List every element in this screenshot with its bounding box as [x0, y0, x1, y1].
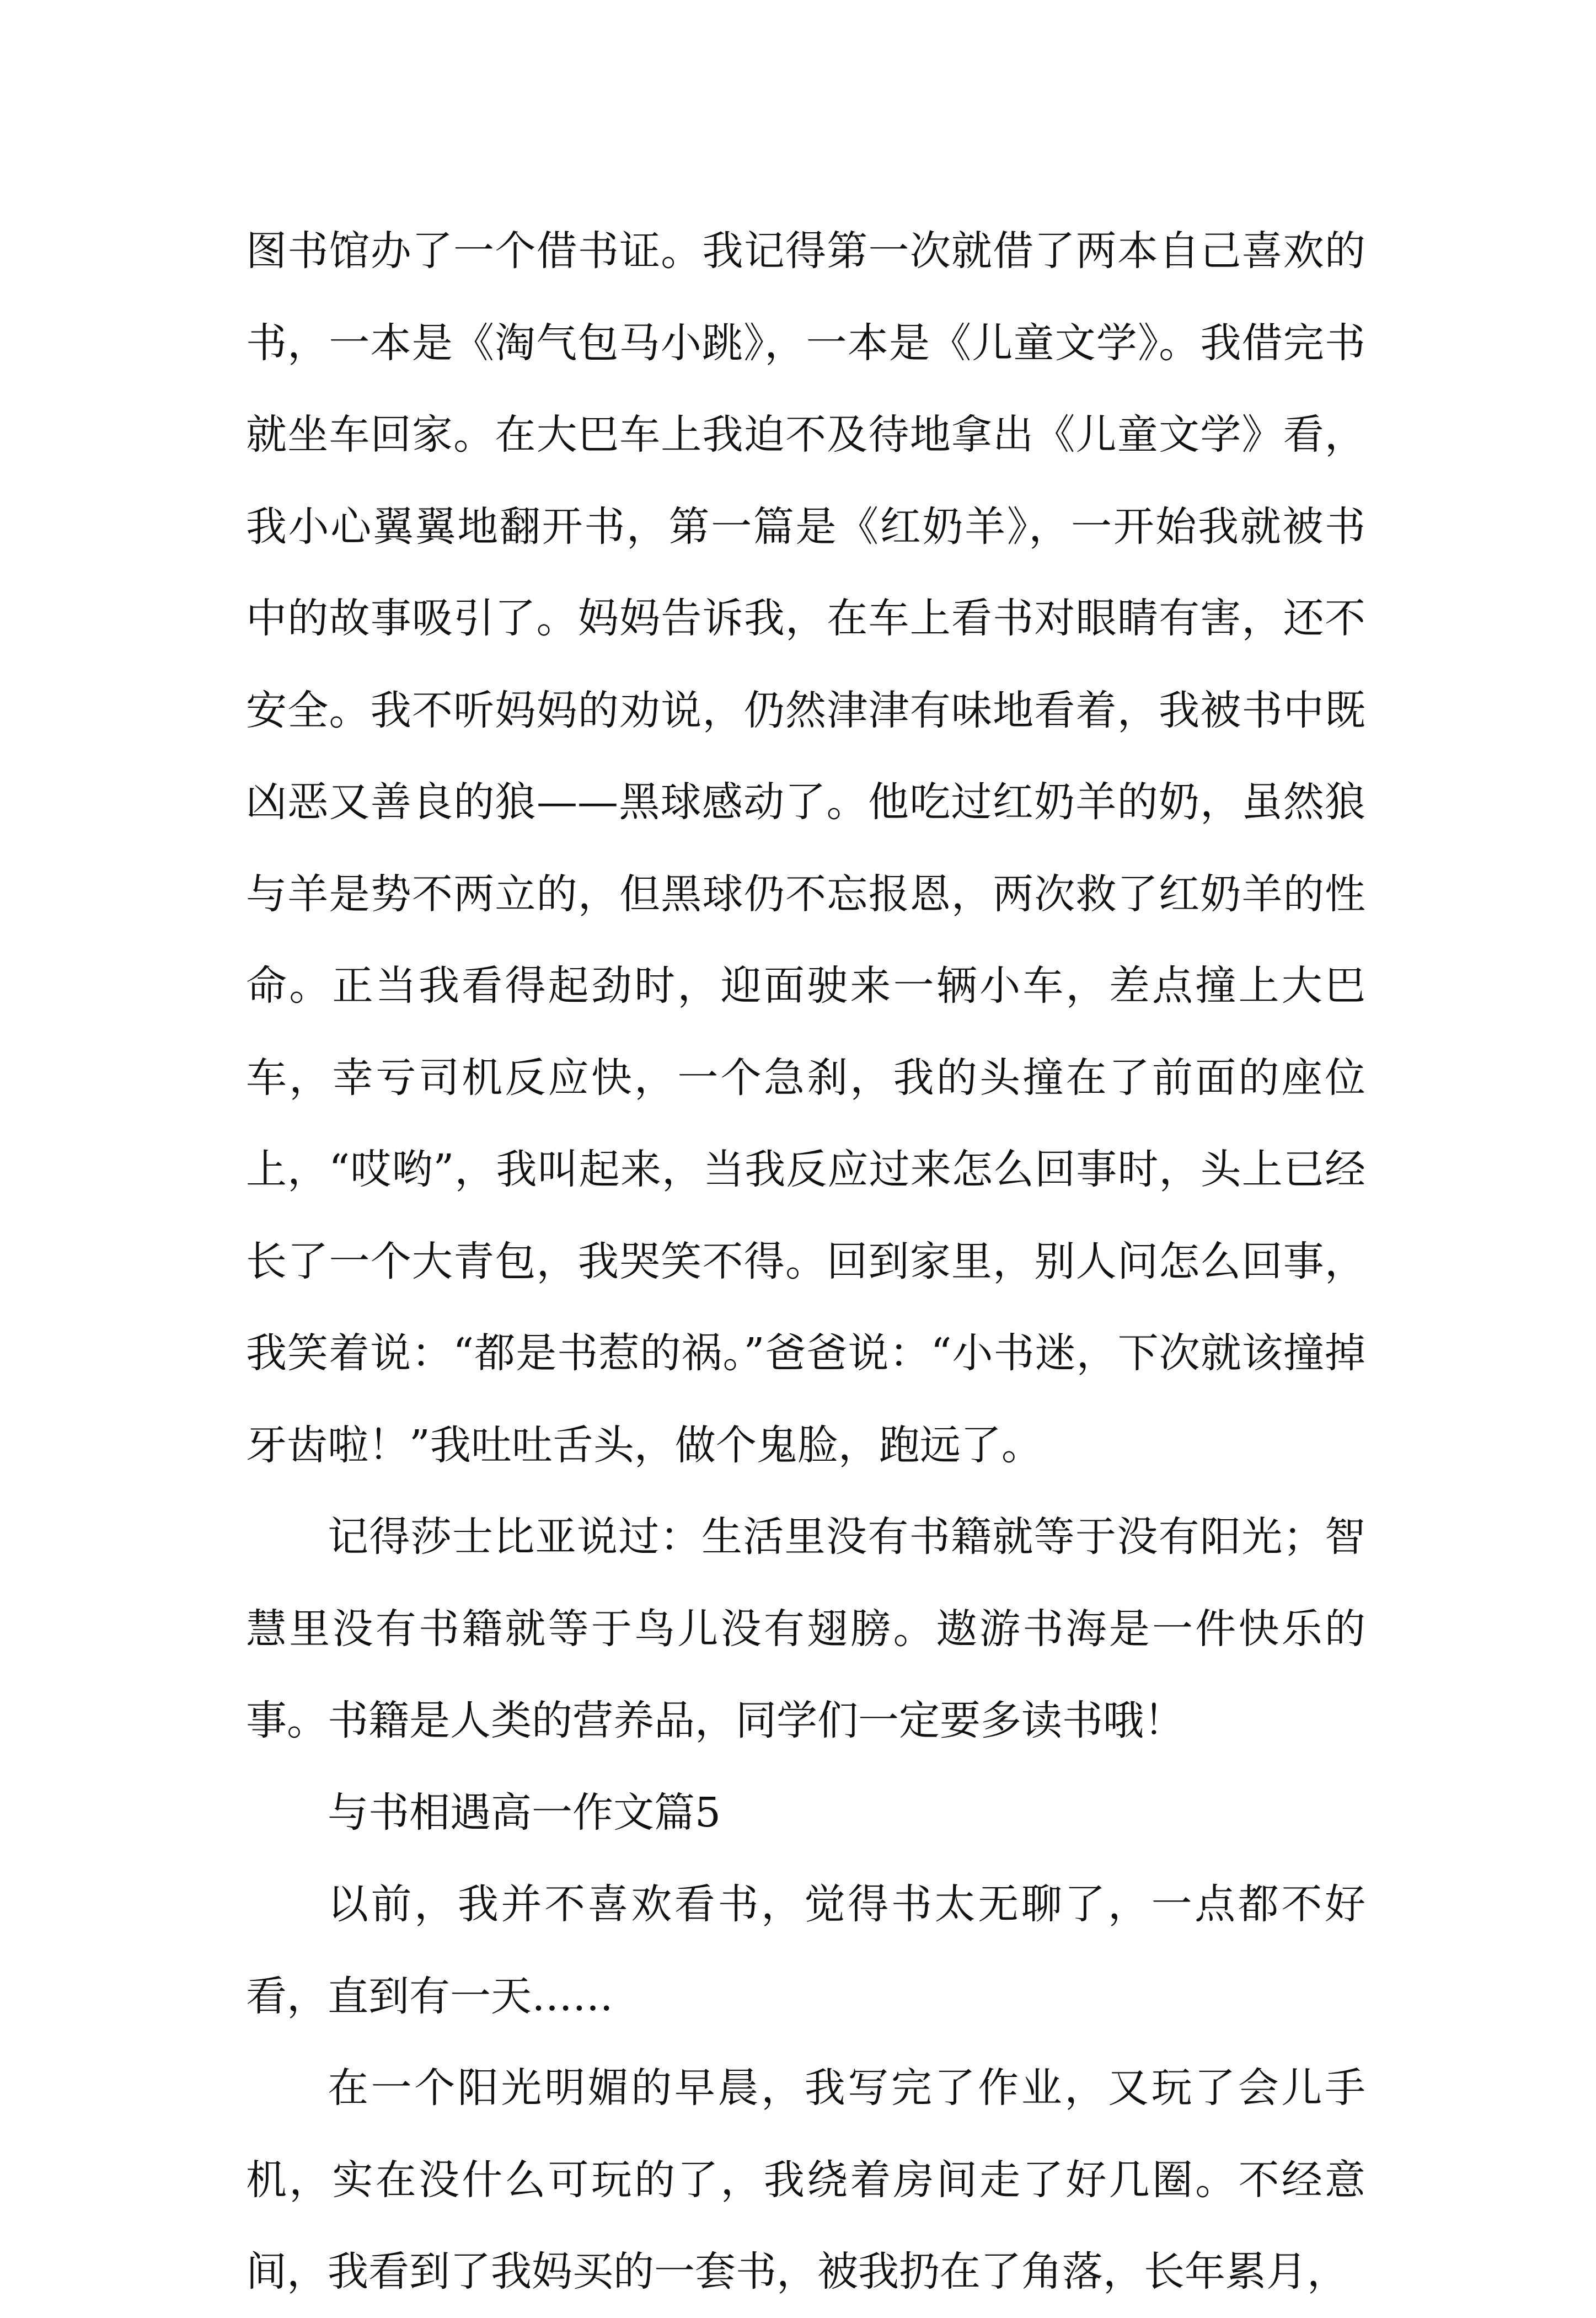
paragraph-continued: 图书馆办了一个借书证。我记得第一次就借了两本自己喜欢的书，一本是《淘气包马小跳》，一本是《儿童文学》。我借完书就坐车回家。在大巴车上我迫不及待地拿出《儿童文学》看，我小心翼翼地翻开书，第一篇是《红奶羊》，一开始我就被书中的故事吸引了。妈妈告诉我，在车上看书对眼睛有害，还不安全。我不听妈妈的劝说，仍然津津有味地看着，我被书中既凶恶又善良的狼——黑球感动了。他吃过红奶羊的奶，虽然狼与羊是势不两立的，但黑球仍不忘报恩，两次救了红奶羊的性命。正当我看得起劲时，迎面驶来一辆小车，差点撞上大巴车，幸亏司机反应快，一个急刹，我的头撞在了前面的座位上，“哎哟”，我叫起来，当我反应过来怎么回事时，头上已经长了一个大青包，我哭笑不得。回到家里，别人问怎么回事，我笑着说：“都是书惹的祸。”爸爸说：“小书迷，下次就该撞掉牙齿啦！”我吐吐舌头，做个鬼脸，跑远了。 [246, 227, 1365, 1469]
section-heading: 与书相遇高一作文篇5 [328, 1788, 721, 1836]
paragraph-shakespeare-quote: 记得莎士比亚说过：生活里没有书籍就等于没有阳光；智慧里没有书籍就等于鸟儿没有翅膀。遨游书海是一件快乐的事。书籍是人类的营养品，同学们一定要多读书哦！ [246, 1513, 1365, 1744]
paragraph-morning: 在一个阳光明媚的早晨，我写完了作业，又玩了会儿手机，实在没什么可玩的了，我绕着房间走了好几圈。不经意间，我看到了我妈买的一套书，被我扔在了角落，长年累月， [246, 2064, 1365, 2295]
body-text [246, 205, 1365, 2318]
paragraph-intro: 以前，我并不喜欢看书，觉得书太无聊了，一点都不好看，直到有一天…… [246, 1881, 1365, 2020]
